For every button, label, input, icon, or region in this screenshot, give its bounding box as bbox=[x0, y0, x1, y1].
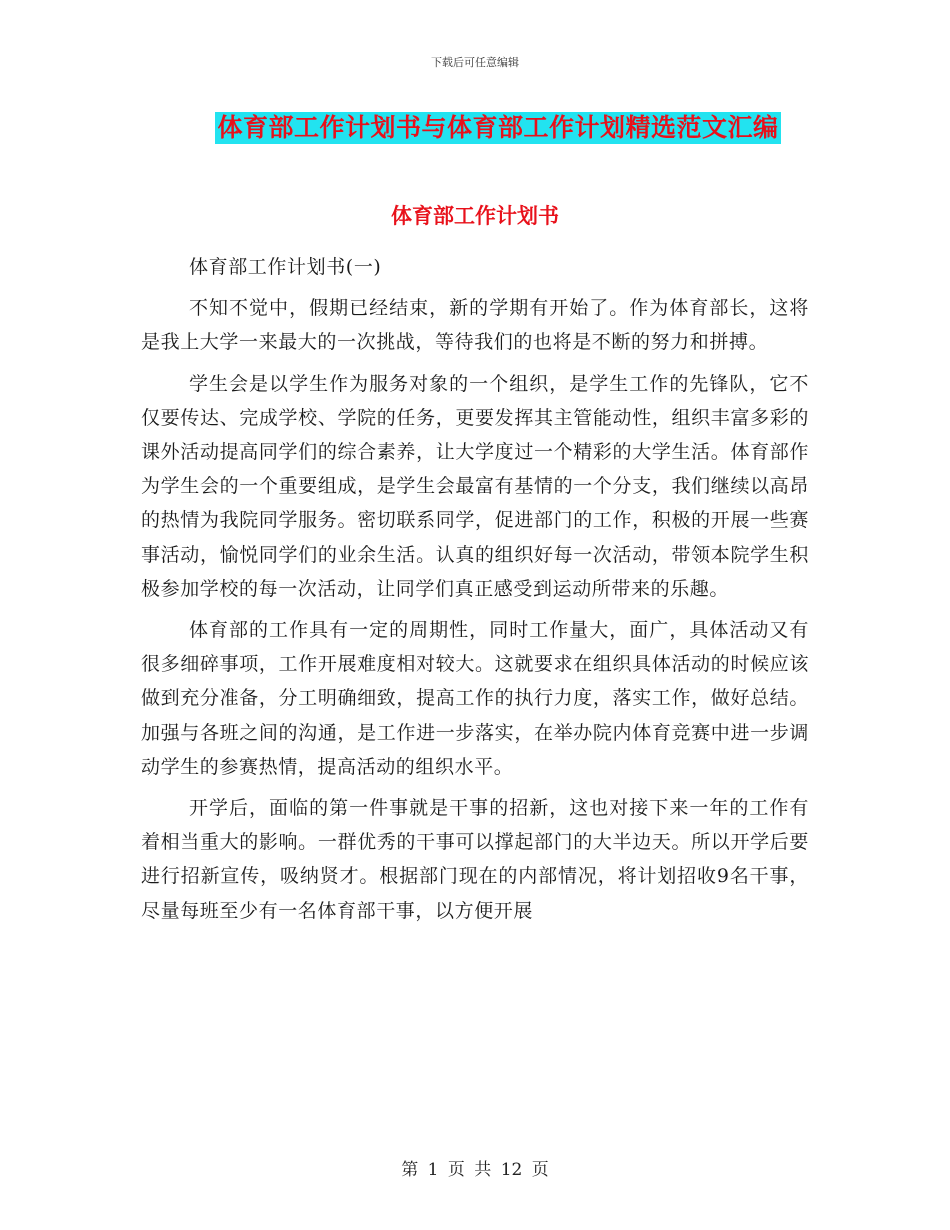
section-title: 体育部工作计划书 bbox=[391, 204, 559, 228]
page-header-note: 下载后可任意编辑 bbox=[431, 56, 519, 69]
document-title-container bbox=[0, 112, 950, 144]
paragraph: 体育部的工作具有一定的周期性，同时工作量大，面广，具体活动又有很多细碎事项，工作开展难度相对较大。这就要求在组织具体活动的时候应该做到充分准备，分工明确细致，提高工作的执行力度，落实工作，做好总结。加强与各班之间的沟通，是工作进一步落实，在举办院内体育竞赛中进一步调动学生的参赛热情，提高活动的组织水平。 bbox=[141, 619, 809, 778]
page-number-footer: 第 1 页 共 12 页 bbox=[401, 1160, 549, 1180]
document-title: 体育部工作计划书与体育部工作计划精选范文汇编 bbox=[217, 113, 779, 142]
paragraph: 开学后，面临的第一件事就是干事的招新，这也对接下来一年的工作有着相当重大的影响。一群优秀的干事可以撑起部门的大半边天。所以开学后要进行招新宣传，吸纳贤才。根据部门现在的内部情况，将计划招收9名干事，尽量每班至少有一名体育部干事，以方便开展 bbox=[141, 797, 809, 922]
paragraph: 学生会是以学生作为服务对象的一个组织，是学生工作的先锋队，它不仅要传达、完成学校、学院的任务，更要发挥其主管能动性，组织丰富多彩的课外活动提高同学们的综合素养，让大学度过一个精彩的大学生活。体育部作为学生会的一个重要组成，是学生会最富有基情的一个分支，我们继续以高昂的热情为我院同学服务。密切联系同学，促进部门的工作，积极的开展一些赛事活动，愉悦同学们的业余生活。认真的组织好每一次活动，带领本院学生积极参加学校的每一次活动，让同学们真正感受到运动所带来的乐趣。 bbox=[141, 372, 809, 600]
paragraph-subtitle: 体育部工作计划书(一) bbox=[189, 256, 382, 278]
document-body bbox=[141, 250, 809, 935]
paragraph: 不知不觉中，假期已经结束，新的学期有开始了。作为体育部长，这将是我上大学一来最大的一次挑战，等待我们的也将是不断的努力和拼搏。 bbox=[141, 297, 809, 354]
